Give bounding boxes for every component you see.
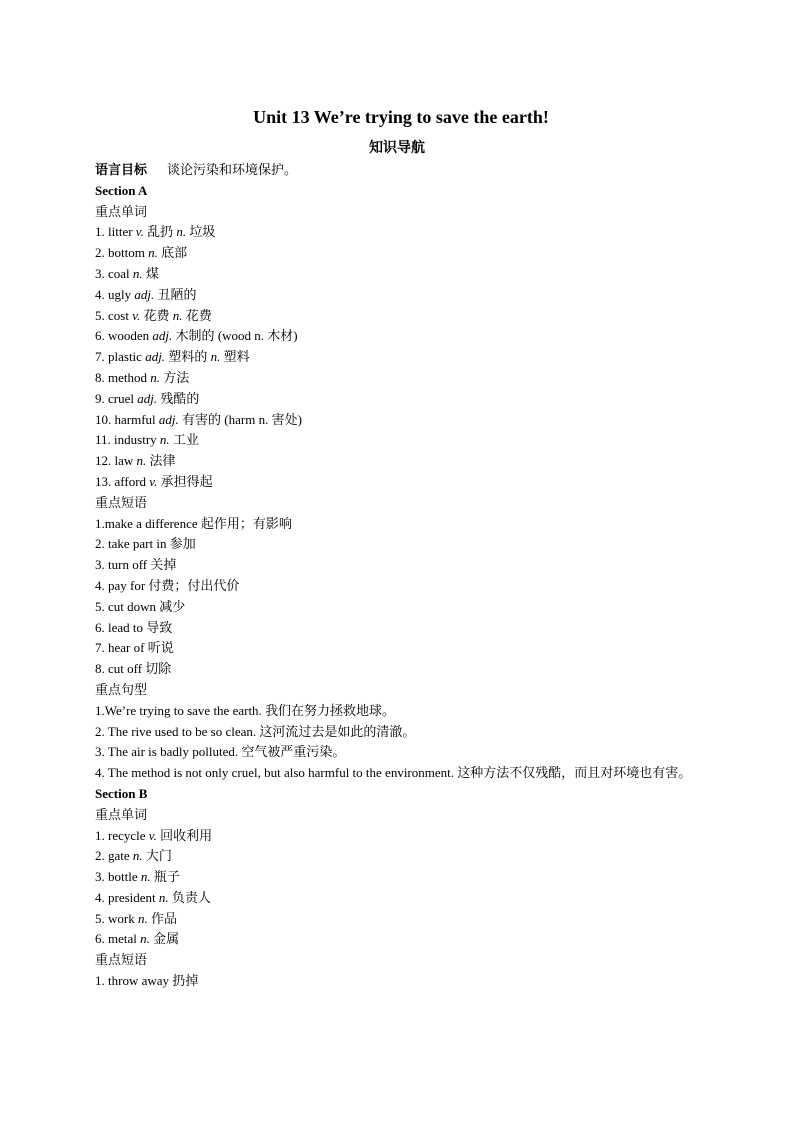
part-of-speech: adj.: [134, 286, 155, 302]
vocab-word: recycle: [108, 827, 146, 843]
vocab-word: method: [108, 369, 147, 385]
section-a-words-heading: 重点单词: [95, 203, 148, 219]
section-b-words-heading: 重点单词: [95, 806, 148, 822]
vocab-item: [95, 264, 705, 285]
vocab-note: (wood n. 木材): [217, 328, 298, 344]
vocab-item: [95, 243, 705, 264]
vocab-meaning: 作品: [150, 910, 177, 926]
vocab-meaning: 残酷的: [160, 390, 200, 406]
phrase-item: 5. cut down 减少: [95, 598, 186, 614]
phrase-item: 7. hear of 听说: [95, 640, 174, 656]
part-of-speech: n.: [158, 889, 169, 905]
phrase-item: 8. cut off 切除: [95, 661, 172, 677]
part-of-speech: n.: [132, 265, 143, 281]
part-of-speech: n.: [176, 224, 187, 240]
vocab-word: wooden: [108, 328, 150, 344]
vocab-meaning: 法律: [149, 453, 176, 469]
vocab-meaning: 花费: [185, 307, 212, 323]
vocab-word: law: [114, 453, 134, 469]
vocab-item: [95, 430, 705, 451]
vocab-meaning: 承担得起: [160, 473, 213, 489]
page-title: Unit 13 We’re trying to save the earth!: [253, 107, 549, 127]
part-of-speech: v.: [149, 473, 158, 489]
section-b-phrases-heading: 重点短语: [95, 952, 148, 968]
vocab-meaning: 金属: [153, 931, 180, 947]
vocab-item: [95, 222, 705, 243]
part-of-speech: n.: [140, 931, 150, 947]
vocab-item: [95, 451, 705, 472]
vocab-item: [95, 846, 705, 867]
vocab-meaning: 工业: [172, 432, 199, 448]
section-a-phrase-list: [95, 514, 705, 680]
vocab-word: litter: [108, 224, 133, 240]
vocab-word: ugly: [108, 286, 132, 302]
vocab-meaning: 瓶子: [153, 869, 180, 885]
item-number: 2.: [95, 245, 105, 261]
section-a-phrases-heading: 重点短语: [95, 494, 148, 510]
sentence-item: 4. The method is not only cruel, but also harmful to the environment. 这种方法不仅残酷，而且对环境也有害。: [95, 765, 692, 781]
vocab-word: plastic: [108, 349, 142, 365]
item-number: 8.: [95, 369, 105, 385]
vocab-item: [95, 472, 705, 493]
vocab-meaning: 木制的: [175, 328, 215, 344]
sentence-item: 2. The rive used to be so clean. 这河流过去是如此的清澈。: [95, 723, 416, 739]
section-b-word-list: [95, 826, 705, 951]
item-number: 4.: [95, 889, 105, 905]
section-a-word-list: [95, 222, 705, 492]
vocab-meaning: 底部: [161, 245, 188, 261]
phrase-item: 1.make a difference 起作用；有影响: [95, 515, 292, 531]
phrase-item: 3. turn off 关掉: [95, 557, 177, 573]
phrase-item: 4. pay for 付费；付出代价: [95, 577, 240, 593]
vocab-meaning: 花费: [143, 307, 170, 323]
item-number: 9.: [95, 390, 105, 406]
item-number: 7.: [95, 349, 105, 365]
sentence-item: 3. The air is badly polluted. 空气被严重污染。: [95, 744, 346, 760]
item-number: 6.: [95, 328, 105, 344]
phrase-item: 6. lead to 导致: [95, 619, 173, 635]
item-number: 13.: [95, 473, 112, 489]
phrase-item: 2. take part in 参加: [95, 536, 196, 552]
item-number: 12.: [95, 453, 112, 469]
vocab-item: [95, 285, 705, 306]
goal-text: 谈论污染和环境保护。: [167, 162, 298, 177]
vocab-word: cost: [108, 307, 129, 323]
vocab-note: (harm n. 害处): [224, 411, 302, 427]
item-number: 1.: [95, 827, 105, 843]
vocab-meaning: 丑陋的: [157, 286, 197, 302]
vocab-item: [95, 888, 705, 909]
part-of-speech: v.: [148, 827, 157, 843]
vocab-word: cruel: [108, 390, 134, 406]
vocab-meaning: 塑料的: [168, 349, 208, 365]
vocab-meaning: 乱扔: [147, 224, 174, 240]
sentence-item: 1.We’re trying to save the earth. 我们在努力拯救地球。: [95, 702, 396, 718]
section-a-sentence-list: [95, 701, 705, 784]
page-subtitle: 知识导航: [369, 141, 425, 156]
item-number: 3.: [95, 869, 105, 885]
vocab-word: afford: [114, 473, 147, 489]
part-of-speech: v.: [132, 307, 141, 323]
vocab-word: work: [108, 910, 135, 926]
vocab-word: gate: [108, 848, 130, 864]
phrase-item: 1. throw away 扔掉: [95, 973, 199, 989]
vocab-meaning: 有害的: [182, 411, 222, 427]
vocab-meaning: 负责人: [171, 889, 211, 905]
vocab-item: [95, 347, 705, 368]
vocab-word: president: [108, 889, 156, 905]
part-of-speech: n.: [136, 453, 147, 469]
vocab-word: industry: [114, 432, 157, 448]
vocab-item: [95, 410, 705, 431]
goal-label: 语言目标: [95, 162, 148, 177]
section-b-phrase-list: [95, 971, 705, 992]
vocab-word: bottom: [108, 245, 145, 261]
part-of-speech: adj.: [145, 349, 166, 365]
item-number: 11.: [95, 432, 111, 448]
vocab-meaning: 垃圾: [189, 224, 216, 240]
part-of-speech: n.: [132, 848, 143, 864]
vocab-item: [95, 909, 705, 930]
vocab-item: [95, 929, 705, 950]
part-of-speech: n.: [172, 307, 183, 323]
part-of-speech: n.: [148, 245, 158, 261]
part-of-speech: n.: [150, 369, 160, 385]
language-goal: [95, 160, 705, 181]
part-of-speech: adj.: [152, 328, 173, 344]
part-of-speech: n.: [159, 432, 170, 448]
section-a-sentences-heading: 重点句型: [95, 681, 148, 697]
item-number: 10.: [95, 411, 112, 427]
vocab-word: metal: [108, 931, 137, 947]
vocab-word: coal: [108, 265, 130, 281]
item-number: 1.: [95, 224, 105, 240]
vocab-word: harmful: [114, 411, 156, 427]
vocab-item: [95, 368, 705, 389]
vocab-item: [95, 867, 705, 888]
document-body: [95, 160, 705, 992]
item-number: 4.: [95, 286, 105, 302]
part-of-speech: adj.: [137, 390, 158, 406]
vocab-item: [95, 306, 705, 327]
section-b-heading: Section B: [95, 785, 148, 801]
vocab-meaning: 塑料: [223, 349, 250, 365]
item-number: 3.: [95, 265, 105, 281]
item-number: 5.: [95, 910, 105, 926]
part-of-speech: n.: [210, 349, 221, 365]
vocab-item: [95, 326, 705, 347]
item-number: 2.: [95, 848, 105, 864]
part-of-speech: n.: [137, 910, 148, 926]
vocab-meaning: 大门: [145, 848, 172, 864]
part-of-speech: n.: [140, 869, 151, 885]
item-number: 5.: [95, 307, 105, 323]
part-of-speech: v.: [135, 224, 144, 240]
vocab-meaning: 方法: [163, 369, 190, 385]
vocab-meaning: 煤: [145, 265, 159, 281]
vocab-item: [95, 826, 705, 847]
vocab-meaning: 回收利用: [160, 827, 213, 843]
item-number: 6.: [95, 931, 105, 947]
vocab-item: [95, 389, 705, 410]
part-of-speech: adj.: [158, 411, 179, 427]
section-a-heading: Section A: [95, 182, 148, 198]
vocab-word: bottle: [108, 869, 138, 885]
